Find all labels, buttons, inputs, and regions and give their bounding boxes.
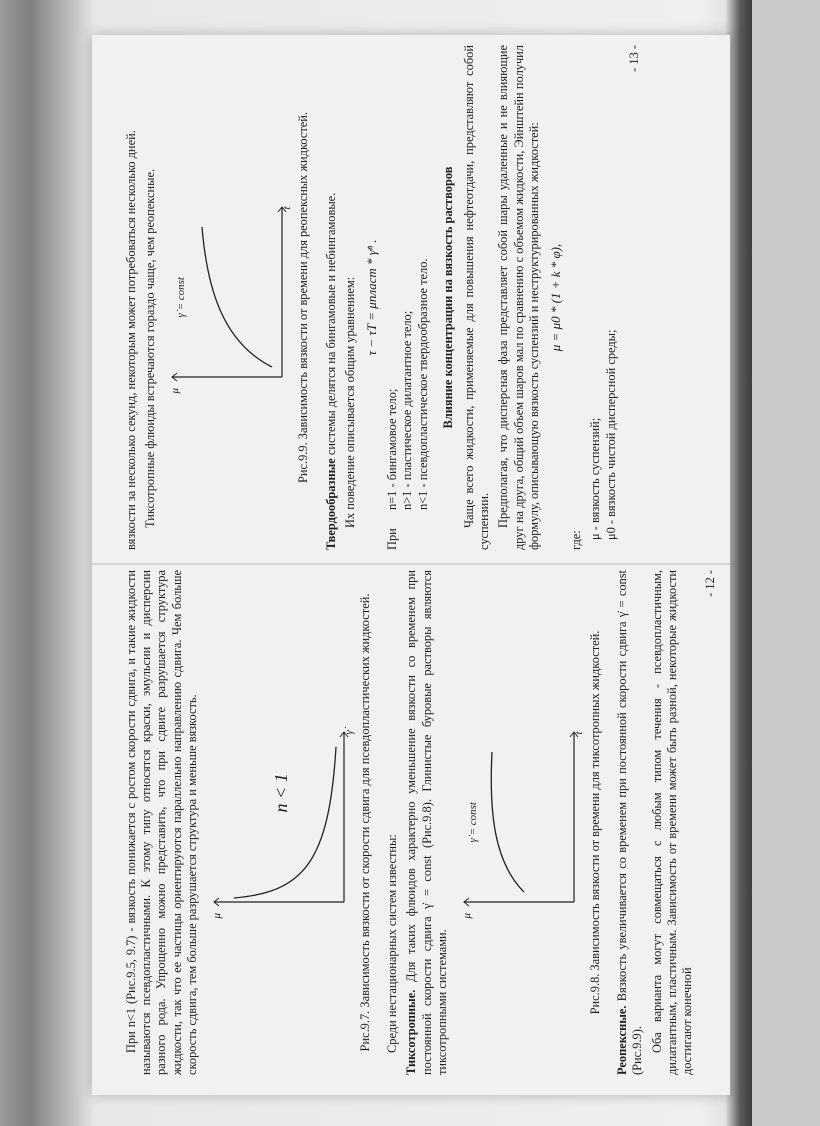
figure-9-8: [454, 723, 584, 923]
paragraph-einstein: Предполагая, что дисперсная фаза представляет собой шары удаленные и не влияющие друг на друга, общий объем шаров мал по сравнению с объемом жидкости, Эйнштейн получил формулу, описывающую вязкость суспензий и неструктурированных жидкостей:: [496, 45, 541, 550]
n-case-item: n>1 - пластическое дилатантное тело;: [400, 310, 415, 510]
document-sheet: [92, 35, 730, 1095]
page-fold: [92, 563, 730, 565]
caption-9-9: Рис.9.9. Зависимость вязкости от времени для реопексных жидкостей.: [296, 111, 311, 484]
next-sheet-edge: [752, 0, 820, 1126]
paragraph-pseudoplastic: При n<1 (Рис.9.5, 9.7) - вязкость понижается с ростом скорости сдвига, и такие жидкости называются псевдопластичными. К этому типу относятся краски, эмульсии и дисперсии разного рода. Упрощенно можно представить, что при сдвиге разрушается структура жидкости, так что ее частицы ориентируются параллельно направлению сдвига. Чем больше скорость сдвига, тем больше разрушается структура и меньше вязкость.: [124, 570, 199, 1075]
n-cases-list: [385, 258, 431, 520]
y-label: μ: [169, 387, 182, 394]
paragraph-thixotropic: [404, 570, 450, 1075]
curve-label: γ̇ = const: [175, 277, 188, 318]
x-label: t: [573, 731, 586, 735]
curve-label: n < 1: [271, 773, 292, 813]
x-label: γ̇: [343, 730, 356, 735]
definitions-list: [588, 45, 618, 550]
solid-like-text: системы делятся на бингамовые и небингамовые.: [323, 192, 338, 456]
figure-9-7-plot: [204, 723, 354, 923]
curve: [491, 753, 524, 893]
definition-item: μ0 - вязкость чистой дисперсной среды;: [603, 329, 618, 540]
formula-general: τ − τT = μпласт * γ̇ⁿ .: [364, 239, 380, 356]
paragraph-solid-like: [324, 45, 339, 550]
rheopectic-text: Вязкость увеличивается со временем при постоянной скорости сдвига γ̇ = const (Рис.9.9).: [615, 570, 645, 1075]
y-label: μ: [211, 912, 224, 919]
paragraph-rheopectic: [615, 570, 645, 1075]
thixotropic-text: Для таких флюидов характерно уменьшение вязкости со временем при постоянной скорости сдвига γ̇ = const (Рис.9.8). Глинистые буровые растворы являются тиксотропными системами.: [404, 569, 449, 1075]
formula-einstein: μ = μ0 * (1 + k * φ),: [548, 243, 564, 352]
figure-9-9: [162, 198, 292, 398]
n-case-item: n<1 - псевдопластическое твердообразное тело.: [415, 258, 430, 510]
y-label: μ: [461, 912, 474, 919]
definition-item: μ - вязкость суспензий;: [588, 417, 603, 540]
term-solid-like: Твердообразные: [323, 458, 338, 550]
curve: [202, 228, 272, 368]
paragraph-thixotropic-frequency: Тиксотропные флюиды встречаются гораздо чаще, чем реопексные.: [143, 168, 158, 528]
page-13: [124, 45, 642, 550]
figure-9-7: [204, 723, 354, 923]
n-case-item: n=1 - бингамовое тело;: [385, 388, 400, 510]
page-12: [124, 570, 718, 1075]
term-thixotropic: Тиксотропные.: [404, 989, 419, 1075]
curve-label: γ̇ = const: [467, 802, 480, 843]
section-heading: Влияние концентрации на вязкость растворов: [440, 166, 455, 429]
term-rheopectic: Реопексные.: [615, 1005, 630, 1075]
n-cases-block: [385, 45, 431, 550]
where-label: где:: [569, 530, 584, 550]
paragraph-nonstationary: Среди нестационарных систем известны:: [385, 834, 400, 1053]
page-number-12: - 12 -: [703, 570, 718, 597]
paragraph-continuation: вязкости за несколько секунд, некоторым может потребоваться несколько дней.: [124, 130, 138, 550]
curve: [234, 748, 336, 899]
paragraph-equation-intro: Их поведение описывается общим уравнением:: [342, 276, 357, 528]
paragraph-both-variants: Оба варианта могут совмещаться с любым типом течения - псевдопластичным, дилатантным, пластичным. Зависимость от времени может быть разной, некоторые жидкости достигают конечной: [649, 570, 695, 1075]
paragraph-suspensions: Чаще всего жидкости, применяемые для повышения нефтеотдачи, представляют собой суспензии.: [462, 45, 492, 550]
page-number-13: - 13 -: [626, 45, 641, 72]
caption-9-7: Рис.9.7. Зависимость вязкости от скорости сдвига для псевдопластических жидкостей.: [358, 593, 373, 1052]
caption-9-8: Рис.9.8. Зависимость вязкости от времени для тиксотропных жидкостей.: [588, 630, 603, 1015]
x-label: t: [281, 206, 294, 210]
when-label: При: [385, 528, 400, 550]
